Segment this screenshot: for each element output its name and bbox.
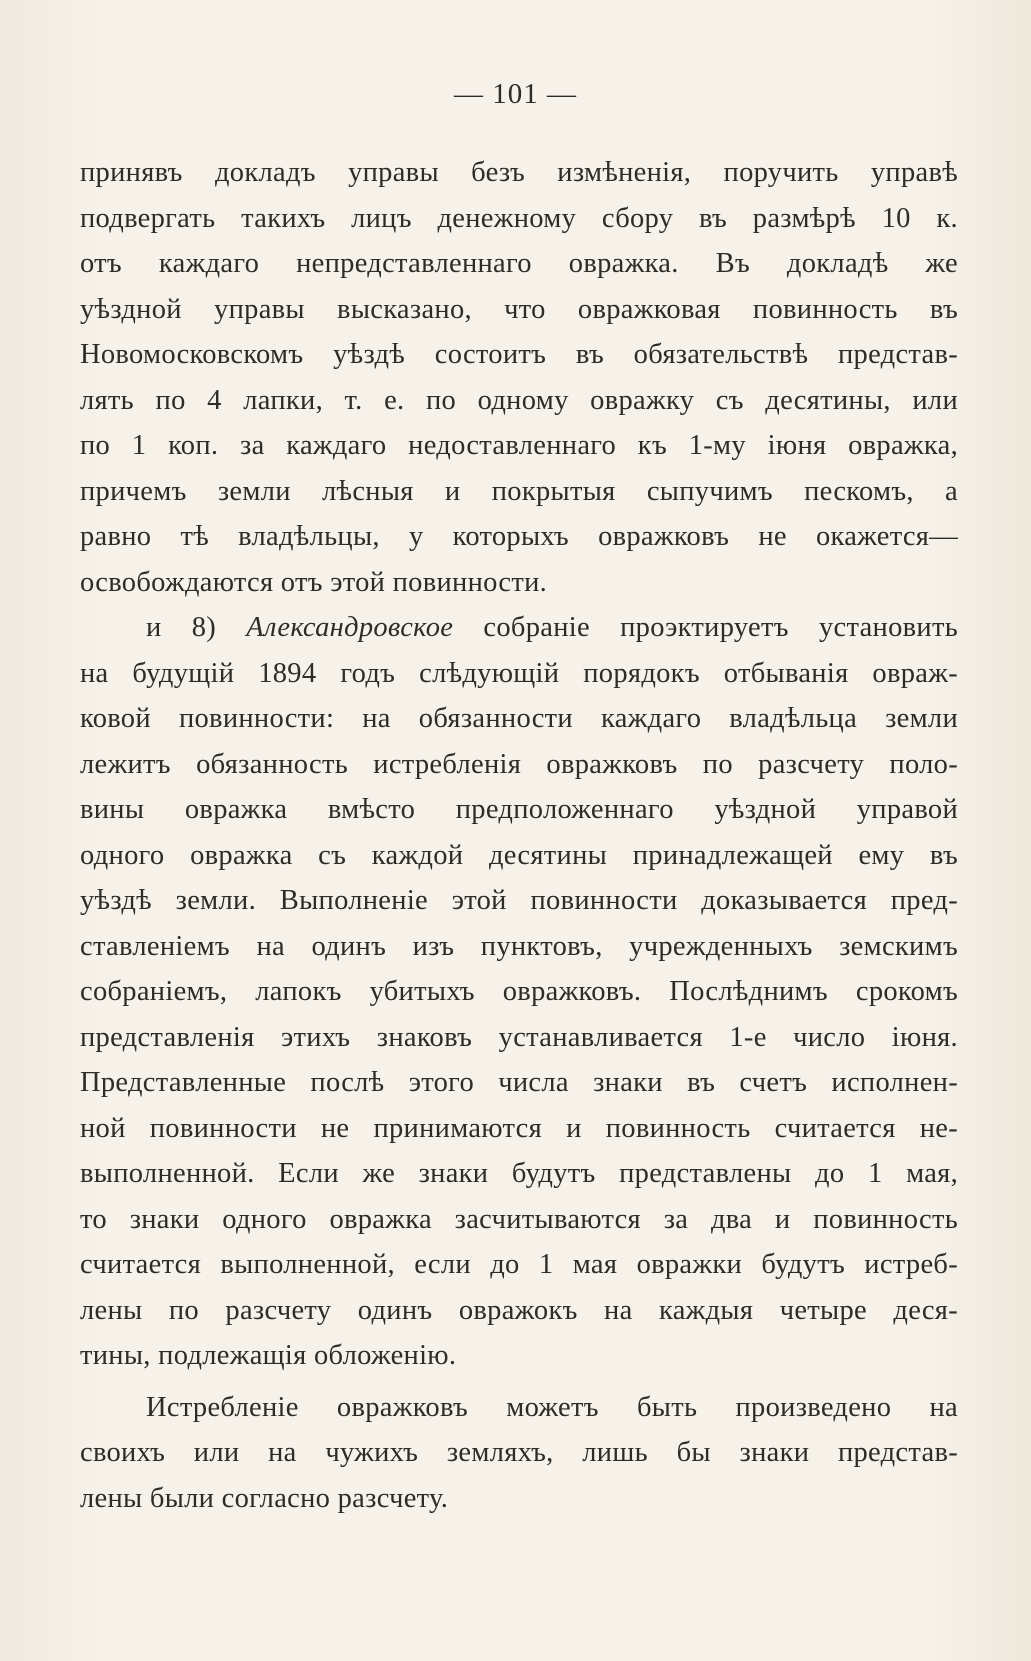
text-line: выполненной. Если же знаки будутъ представлены до 1 мая, <box>80 1158 958 1189</box>
emphasis-place-name: Александровское <box>246 612 454 643</box>
text-line: принявъ докладъ управы безъ измѣненія, поручить управѣ <box>80 157 958 188</box>
paragraph-1 <box>80 150 958 605</box>
text-line: ковой повинности: на обязанности каждаго владѣльца земли <box>80 703 958 734</box>
text-line: лежитъ обязанность истребленія овражковъ по разсчету поло- <box>80 748 958 780</box>
text-line-first <box>80 605 958 651</box>
text-line: на будущій 1894 годъ слѣдующій порядокъ отбыванія овраж- <box>80 657 958 689</box>
text-line: то знаки одного овражка засчитываются за два и повинность <box>80 1203 958 1235</box>
text-line: Истребленіе овражковъ можетъ быть произведено на <box>146 1391 958 1423</box>
text-line: освобождаются отъ этой повинности. <box>80 566 548 598</box>
paragraph-3 <box>80 1385 958 1522</box>
text-line: отъ каждаго непредставленнаго овражка. Въ докладѣ же <box>80 248 958 279</box>
text-line: ставленіемъ на одинъ изъ пунктовъ, учрежденныхъ земскимъ <box>80 930 958 962</box>
paragraph-2 <box>80 605 958 1379</box>
page-number: — 101 — <box>454 78 577 110</box>
body-text <box>80 150 958 1521</box>
text-line: лены были согласно разсчету. <box>80 1482 449 1514</box>
text-line: ной повинности не принимаются и повинность считается не- <box>80 1112 958 1144</box>
item-rest: собраніе проэктируетъ установить <box>453 612 958 643</box>
text-line: одного овражка съ каждой десятины принадлежащей ему въ <box>80 839 958 871</box>
text-line: вины овражка вмѣсто предположеннаго уѣздной управой <box>80 794 958 825</box>
item-prefix: и 8) <box>146 612 247 643</box>
text-line: уѣздѣ земли. Выполненіе этой повинности доказывается пред- <box>80 885 958 916</box>
text-line: лять по 4 лапки, т. е. по одному овражку съ десятины, или <box>80 384 958 416</box>
text-line: по 1 коп. за каждаго недоставленнаго къ 1-му іюня овражка, <box>80 430 958 461</box>
text-line: Новомосковскомъ уѣздѣ состоитъ въ обязательствѣ представ- <box>80 339 958 370</box>
text-line: считается выполненной, если до 1 мая овражки будутъ истреб- <box>80 1249 958 1280</box>
text-line: равно тѣ владѣльцы, у которыхъ овражковъ не окажется— <box>80 521 958 552</box>
text-line: Представленные послѣ этого числа знаки въ счетъ исполнен- <box>80 1067 958 1098</box>
text-line: своихъ или на чужихъ земляхъ, лишь бы знаки представ- <box>80 1437 958 1468</box>
text-line: тины, подлежащія обложенію. <box>80 1340 457 1371</box>
text-line: причемъ земли лѣсныя и покрытыя сыпучимъ пескомъ, а <box>80 475 958 507</box>
text-line: лены по разсчету одинъ овражокъ на каждыя четыре деся- <box>80 1294 958 1326</box>
text-line: уѣздной управы высказано, что овражковая повинность въ <box>80 293 958 325</box>
text-line: представленія этихъ знаковъ устанавливается 1-е число іюня. <box>80 1021 958 1053</box>
text-line: собраніемъ, лапокъ убитыхъ овражковъ. Послѣднимъ срокомъ <box>80 976 958 1007</box>
text-line: подвергать такихъ лицъ денежному сбору въ размѣрѣ 10 к. <box>80 202 958 234</box>
